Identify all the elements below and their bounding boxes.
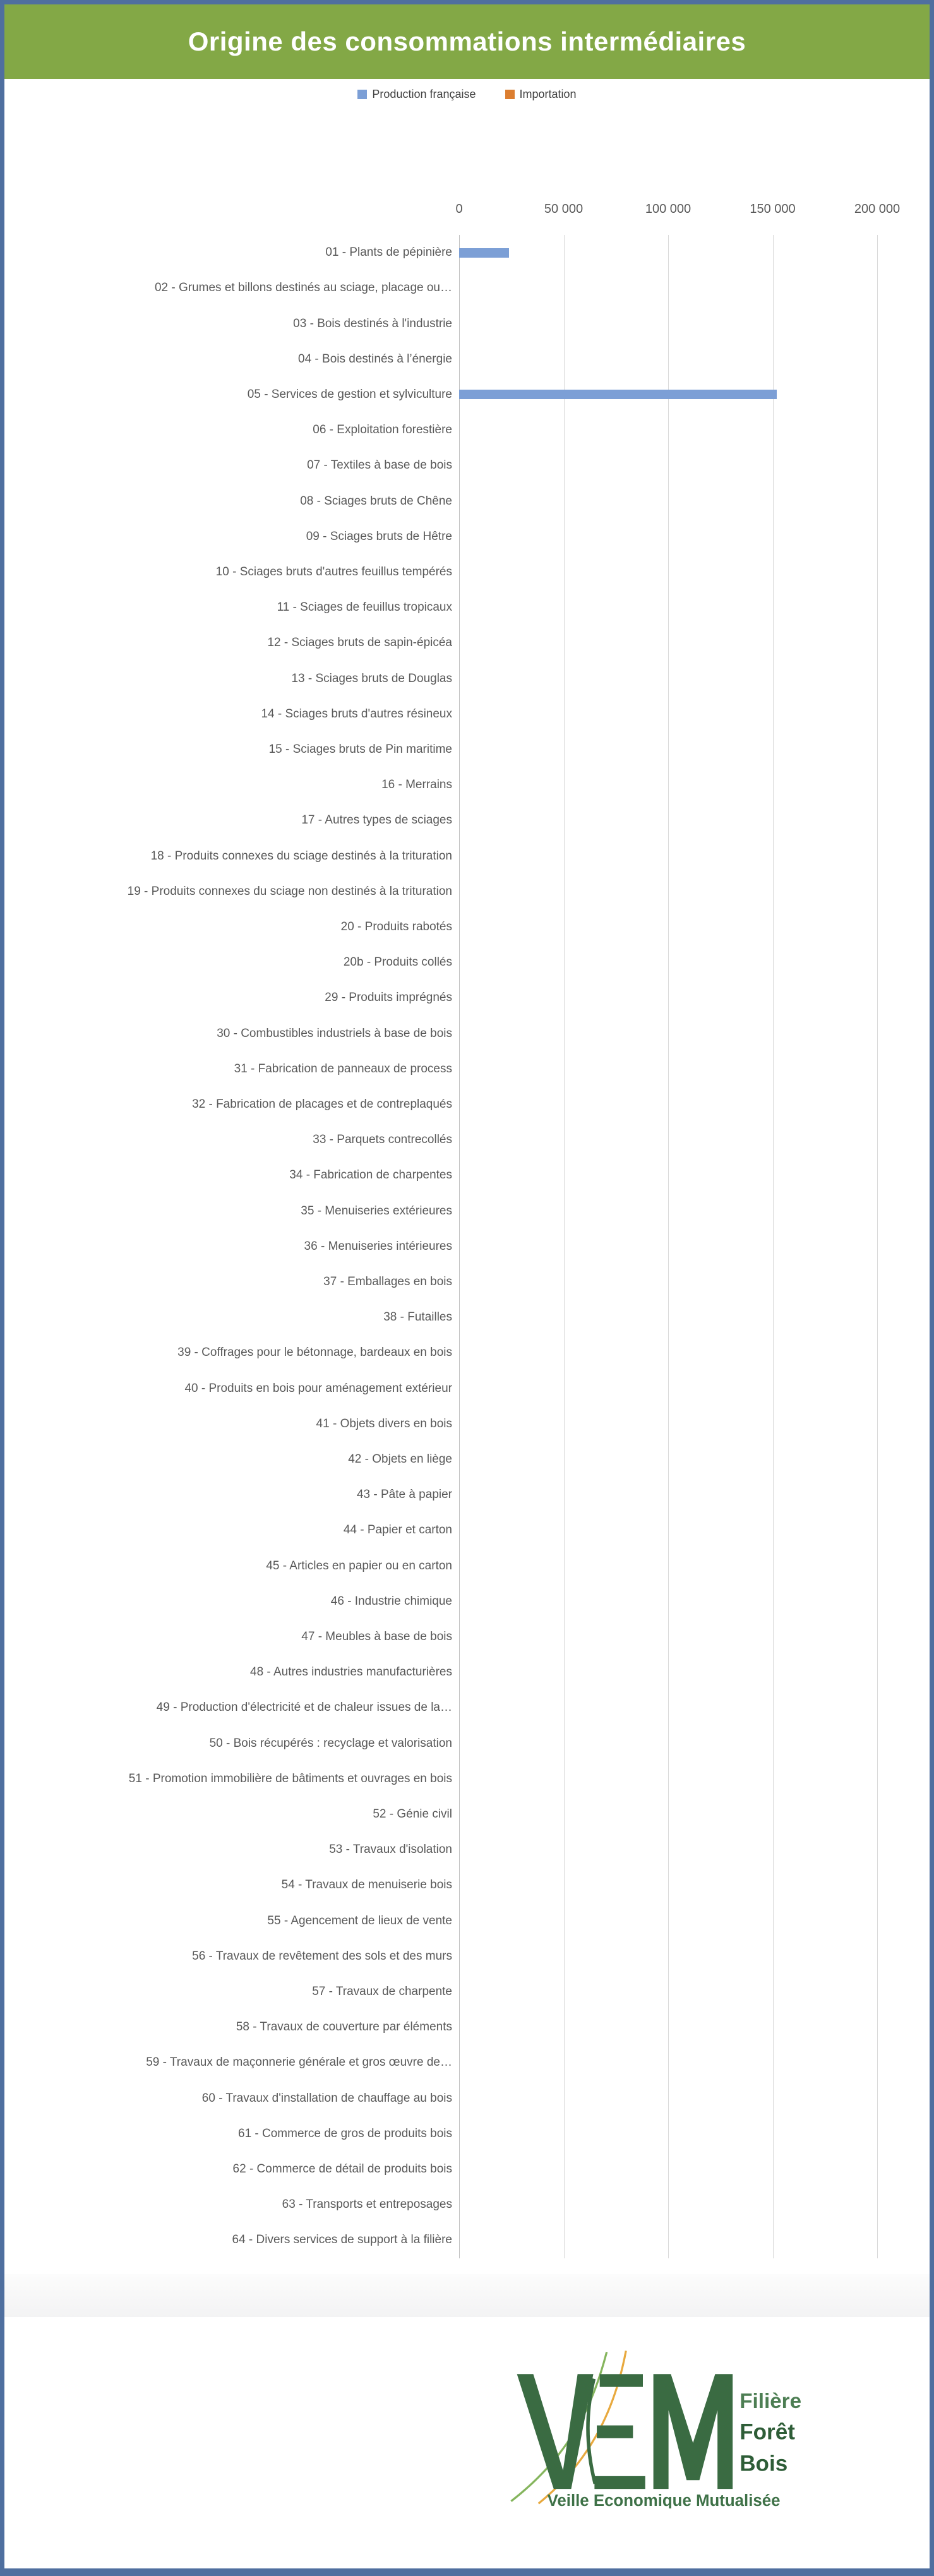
- category-label: 49 - Production d'électricité et de chaleur issues de la…: [156, 1701, 452, 1715]
- chart-row: [4, 1726, 930, 1761]
- chart-row: [4, 2187, 930, 2222]
- category-label: 45 - Articles en papier ou en carton: [266, 1559, 452, 1573]
- chart-row: [4, 306, 930, 341]
- legend-swatch-icon: [357, 90, 367, 99]
- bar-production-francaise: [459, 248, 509, 258]
- bar-zone: [459, 1761, 930, 1797]
- bar-production-francaise: [459, 390, 777, 399]
- category-label: 35 - Menuiseries extérieures: [301, 1204, 452, 1218]
- x-axis-tick-label: 50 000: [544, 202, 584, 216]
- chart-row: [4, 1619, 930, 1655]
- bar-zone: [459, 2010, 930, 2045]
- category-label: 20 - Produits rabotés: [340, 920, 452, 933]
- chart-row: [4, 1193, 930, 1228]
- bar-zone: [459, 1477, 930, 1513]
- chart-row: [4, 1158, 930, 1193]
- chart-row: [4, 1051, 930, 1087]
- chart-row: [4, 1974, 930, 2010]
- category-label: 11 - Sciages de feuillus tropicaux: [277, 601, 452, 614]
- logo-filiere: Filière: [739, 2389, 802, 2413]
- chart-row: [4, 590, 930, 625]
- chart-row: [4, 625, 930, 661]
- bar-zone: [459, 1122, 930, 1158]
- category-label: 64 - Divers services de support à la filière: [232, 2233, 452, 2247]
- category-label: 61 - Commerce de gros de produits bois: [238, 2126, 452, 2140]
- chart-row: [4, 1300, 930, 1335]
- vem-logo: [506, 2351, 810, 2508]
- bar-zone: [459, 1690, 930, 1725]
- bar-zone: [459, 1867, 930, 1903]
- chart-row: [4, 519, 930, 554]
- bar-zone: [459, 1406, 930, 1442]
- category-label: 34 - Fabrication de charpentes: [289, 1168, 452, 1182]
- chart-row: [4, 1690, 930, 1725]
- bar-zone: [459, 1371, 930, 1406]
- category-label: 54 - Travaux de menuiserie bois: [281, 1878, 452, 1892]
- bar-zone: [459, 1264, 930, 1300]
- bar-zone: [459, 1939, 930, 1974]
- category-label: 32 - Fabrication de placages et de contreplaqués: [192, 1097, 452, 1111]
- chart-row: [4, 1229, 930, 1264]
- category-label: 14 - Sciages bruts d'autres résineux: [261, 707, 452, 721]
- chart-row: [4, 1371, 930, 1406]
- bar-zone: [459, 945, 930, 980]
- chart-row: [4, 1015, 930, 1051]
- chart-row: [4, 661, 930, 696]
- category-label: 07 - Textiles à base de bois: [307, 458, 452, 472]
- bar-zone: [459, 1015, 930, 1051]
- chart-row: [4, 483, 930, 518]
- category-label: 19 - Produits connexes du sciage non destinés à la trituration: [127, 884, 452, 898]
- bar-zone: [459, 1229, 930, 1264]
- bar-zone: [459, 554, 930, 590]
- category-label: 31 - Fabrication de panneaux de process: [234, 1062, 452, 1075]
- category-label: 41 - Objets divers en bois: [316, 1417, 452, 1430]
- category-label: 48 - Autres industries manufacturières: [250, 1665, 452, 1679]
- chart-row: [4, 874, 930, 909]
- bar-zone: [459, 1051, 930, 1087]
- bar-zone: [459, 767, 930, 803]
- chart-row: [4, 448, 930, 483]
- chart-row: [4, 1939, 930, 1974]
- bar-zone: [459, 2116, 930, 2152]
- x-axis-tick-label: 100 000: [645, 202, 692, 216]
- category-label: 46 - Industrie chimique: [330, 1594, 452, 1608]
- bar-zone: [459, 980, 930, 1015]
- category-label: 10 - Sciages bruts d'autres feuillus tempérés: [215, 565, 452, 578]
- category-label: 50 - Bois récupérés : recyclage et valorisation: [209, 1736, 452, 1750]
- category-label: 29 - Produits imprégnés: [325, 991, 452, 1005]
- chart-row: [4, 1655, 930, 1690]
- chart-row: [4, 1264, 930, 1300]
- chart-row: [4, 270, 930, 306]
- bar-zone: [459, 2152, 930, 2187]
- chart-row: [4, 412, 930, 448]
- bar-zone: [459, 1193, 930, 1228]
- x-axis-tick-label: 150 000: [750, 202, 796, 216]
- chart-rows: [4, 235, 930, 2258]
- category-label: 58 - Travaux de couverture par éléments: [236, 2020, 452, 2034]
- legend-label: Production française: [372, 87, 476, 100]
- chart-row: [4, 803, 930, 838]
- chart-row: [4, 697, 930, 732]
- category-label: 52 - Génie civil: [373, 1807, 452, 1821]
- category-label: 04 - Bois destinés à l’énergie: [298, 352, 452, 366]
- bar-zone: [459, 1655, 930, 1690]
- bar-zone: [459, 1158, 930, 1193]
- category-label: 43 - Pâte à papier: [356, 1488, 452, 1502]
- category-label: 42 - Objets en liège: [348, 1453, 452, 1466]
- bar-zone: [459, 1442, 930, 1477]
- bar-zone: [459, 2187, 930, 2222]
- category-label: 60 - Travaux d'installation de chauffage au bois: [201, 2091, 452, 2105]
- bar-zone: [459, 448, 930, 483]
- bar-zone: [459, 803, 930, 838]
- chart-row: [4, 377, 930, 412]
- chart-legend: [4, 86, 930, 102]
- chart-row: [4, 2152, 930, 2187]
- category-label: 09 - Sciages bruts de Hêtre: [306, 529, 452, 543]
- page-break-band: [4, 2274, 930, 2317]
- bar-zone: [459, 1300, 930, 1335]
- chart-row: [4, 1832, 930, 1867]
- x-axis-tick-label: 0: [455, 202, 463, 216]
- chart-row: [4, 1087, 930, 1122]
- chart-row: [4, 1406, 930, 1442]
- bar-zone: [459, 342, 930, 377]
- category-label: 37 - Emballages en bois: [323, 1274, 452, 1288]
- chart-title: Origine des consommations intermédiaires: [188, 27, 746, 56]
- category-label: 53 - Travaux d'isolation: [329, 1843, 452, 1857]
- category-label: 16 - Merrains: [381, 778, 452, 792]
- chart-row: [4, 2010, 930, 2045]
- category-label: 18 - Produits connexes du sciage destinés à la trituration: [150, 849, 452, 863]
- chart-row: [4, 838, 930, 873]
- chart-row: [4, 1335, 930, 1370]
- category-label: 47 - Meubles à base de bois: [301, 1630, 452, 1644]
- bar-zone: [459, 1832, 930, 1867]
- category-label: 55 - Agencement de lieux de vente: [267, 1914, 452, 1927]
- category-label: 51 - Promotion immobilière de bâtiments et ouvrages en bois: [128, 1771, 452, 1785]
- bar-zone: [459, 1903, 930, 1939]
- logo-foret: Forêt: [739, 2419, 795, 2445]
- chart-row: [4, 342, 930, 377]
- chart-row: [4, 1549, 930, 1584]
- category-label: 20b - Produits collés: [343, 956, 452, 969]
- bar-zone: [459, 377, 930, 412]
- chart-row: [4, 980, 930, 1015]
- bar-zone: [459, 625, 930, 661]
- category-label: 33 - Parquets contrecollés: [313, 1133, 452, 1147]
- bar-zone: [459, 909, 930, 945]
- category-label: 06 - Exploitation forestière: [313, 423, 452, 437]
- bar-zone: [459, 1974, 930, 2010]
- bar-zone: [459, 1726, 930, 1761]
- category-label: 36 - Menuiseries intérieures: [304, 1239, 452, 1253]
- chart-row: [4, 2222, 930, 2258]
- chart-row: [4, 2081, 930, 2116]
- category-label: 08 - Sciages bruts de Chêne: [300, 494, 452, 508]
- category-label: 40 - Produits en bois pour aménagement extérieur: [184, 1381, 452, 1395]
- chart-row: [4, 1442, 930, 1477]
- category-label: 57 - Travaux de charpente: [312, 1985, 452, 1999]
- bar-zone: [459, 874, 930, 909]
- chart-row: [4, 945, 930, 980]
- logo-tagline: Veille Economique Mutualisée: [547, 2491, 781, 2508]
- logo-bois: Bois: [739, 2451, 788, 2476]
- category-label: 38 - Futailles: [383, 1310, 452, 1324]
- chart-row: [4, 1513, 930, 1548]
- vem-logo-letter-e: [594, 2374, 645, 2489]
- category-label: 62 - Commerce de détail de produits bois: [232, 2162, 452, 2176]
- category-label: 12 - Sciages bruts de sapin-épicéa: [267, 636, 452, 650]
- category-label: 01 - Plants de pépinière: [325, 246, 452, 260]
- category-label: 05 - Services de gestion et sylviculture: [247, 387, 452, 401]
- bar-zone: [459, 2081, 930, 2116]
- chart-row: [4, 1584, 930, 1619]
- bar-zone: [459, 697, 930, 732]
- bar-zone: [459, 838, 930, 873]
- bar-zone: [459, 2045, 930, 2080]
- bar-zone: [459, 1797, 930, 1832]
- chart-row: [4, 1903, 930, 1939]
- category-label: 39 - Coffrages pour le bétonnage, bardeaux en bois: [177, 1346, 452, 1360]
- bar-zone: [459, 1549, 930, 1584]
- category-label: 03 - Bois destinés à l'industrie: [293, 316, 452, 330]
- bar-zone: [459, 1335, 930, 1370]
- legend-item-production-francaise: [357, 88, 476, 101]
- bar-zone: [459, 1087, 930, 1122]
- chart-row: [4, 909, 930, 945]
- legend-item-importation: [505, 88, 577, 101]
- category-label: 17 - Autres types de sciages: [301, 813, 452, 827]
- chart-row: [4, 554, 930, 590]
- x-axis: [455, 202, 909, 222]
- bar-zone: [459, 235, 930, 270]
- legend-swatch-icon: [505, 90, 515, 99]
- bar-zone: [459, 483, 930, 518]
- chart-row: [4, 1867, 930, 1903]
- bar-zone: [459, 412, 930, 448]
- category-label: 15 - Sciages bruts de Pin maritime: [268, 742, 452, 756]
- category-label: 56 - Travaux de revêtement des sols et des murs: [192, 1949, 452, 1963]
- bar-zone: [459, 2222, 930, 2258]
- x-axis-tick-label: 200 000: [854, 202, 901, 216]
- chart-row: [4, 2116, 930, 2152]
- bar-zone: [459, 1584, 930, 1619]
- bar-zone: [459, 732, 930, 767]
- chart-row: [4, 732, 930, 767]
- bar-zone: [459, 519, 930, 554]
- chart-row: [4, 1797, 930, 1832]
- bar-zone: [459, 270, 930, 306]
- chart-row: [4, 767, 930, 803]
- chart-row: [4, 1122, 930, 1158]
- bar-zone: [459, 1619, 930, 1655]
- category-label: 13 - Sciages bruts de Douglas: [291, 671, 452, 685]
- chart-row: [4, 1761, 930, 1797]
- chart-row: [4, 1477, 930, 1513]
- chart-title-banner: [4, 4, 930, 79]
- chart-row: [4, 2045, 930, 2080]
- bar-zone: [459, 306, 930, 341]
- category-label: 02 - Grumes et billons destinés au sciage, placage ou…: [154, 281, 452, 295]
- chart-row: [4, 235, 930, 270]
- category-label: 44 - Papier et carton: [343, 1523, 452, 1537]
- legend-label: Importation: [519, 87, 577, 100]
- bar-zone: [459, 661, 930, 696]
- bar-zone: [459, 590, 930, 625]
- category-label: 63 - Transports et entreposages: [282, 2198, 452, 2212]
- vem-logo-letter-m: [654, 2374, 733, 2489]
- vem-logo-letter-v: [517, 2374, 594, 2489]
- category-label: 30 - Combustibles industriels à base de bois: [217, 1026, 452, 1040]
- bar-zone: [459, 1513, 930, 1548]
- category-label: 59 - Travaux de maçonnerie générale et gros œuvre de…: [146, 2056, 452, 2070]
